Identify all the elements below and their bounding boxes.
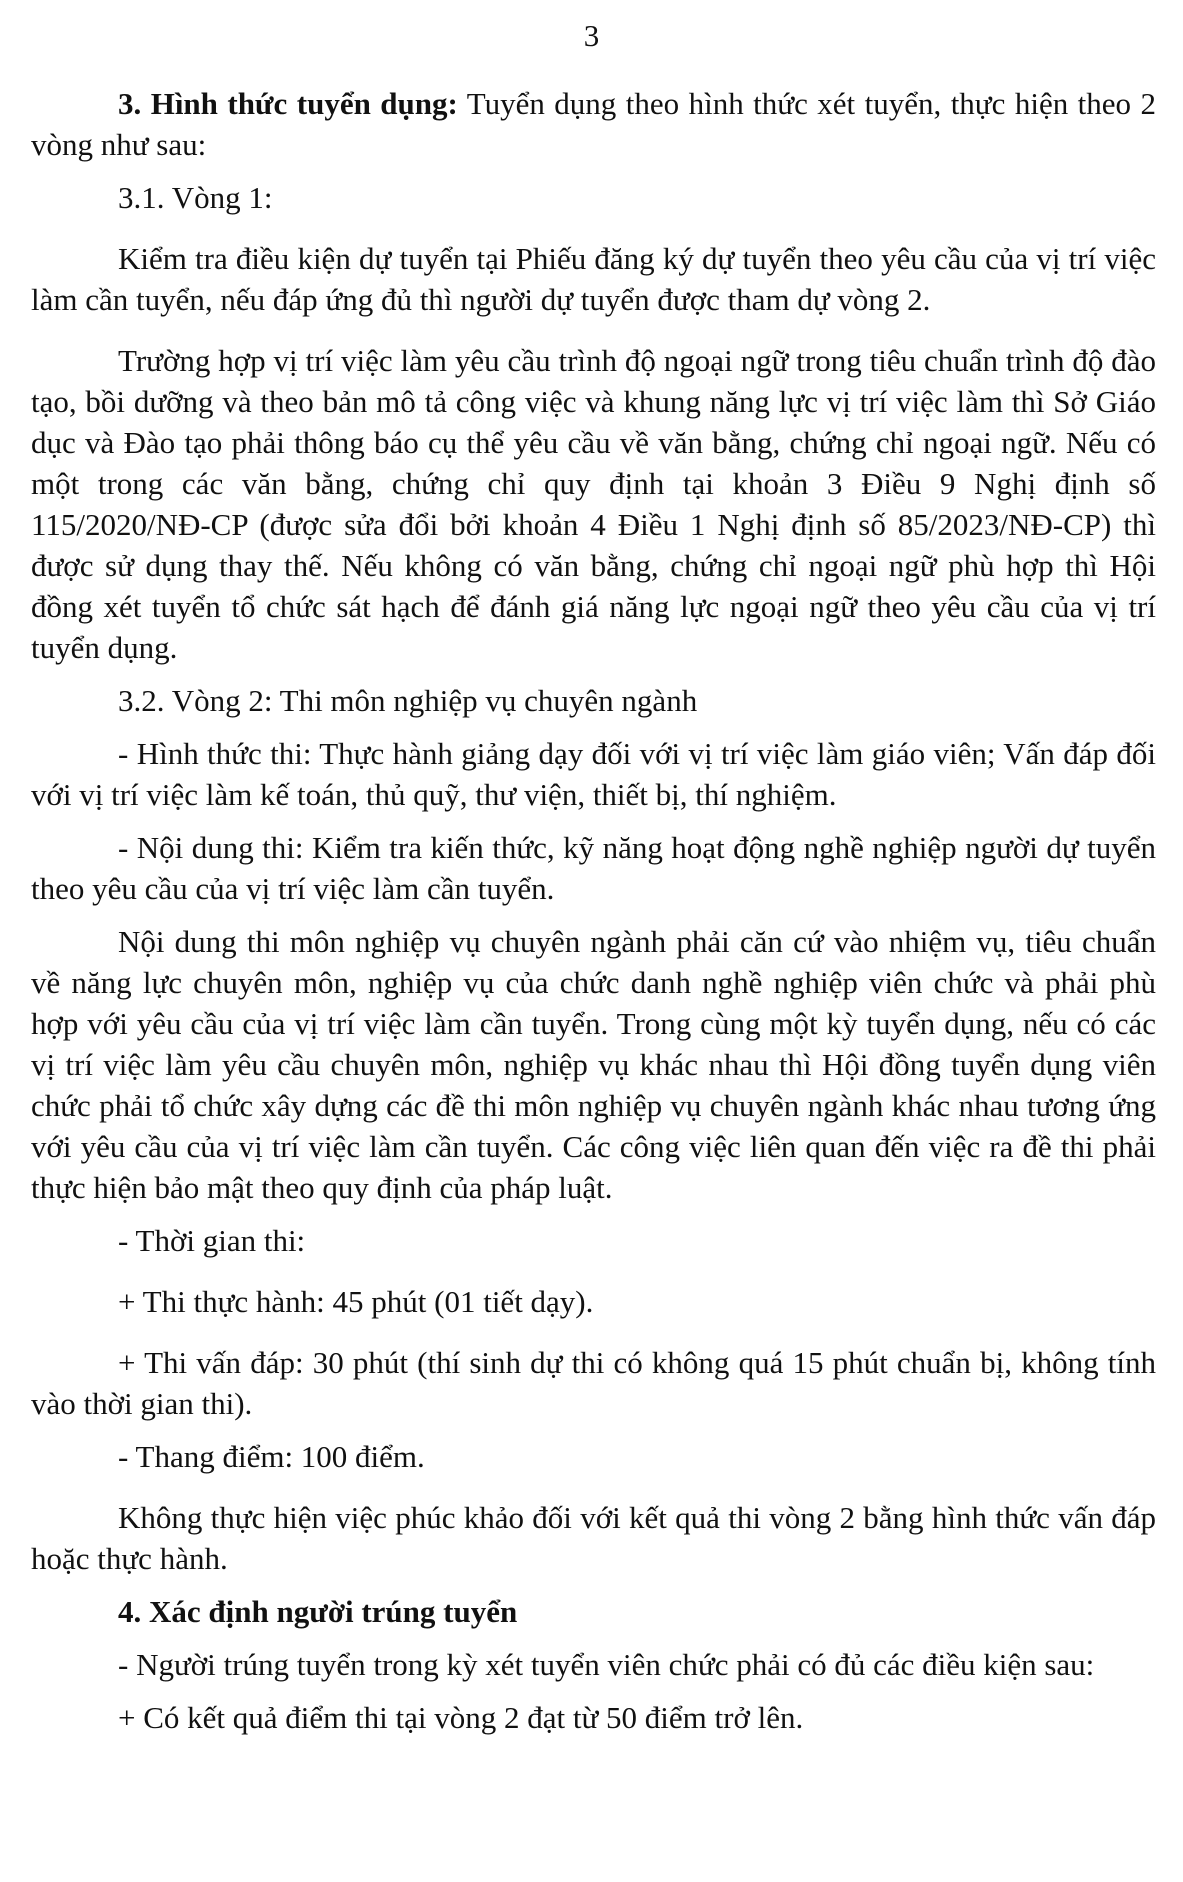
- exam-time-practice: + Thi thực hành: 45 phút (01 tiết dạy).: [118, 1284, 594, 1319]
- section-3-intro: Tuyển dụng theo hình thức xét tuyển, thực hiện theo 2 vòng như sau:: [31, 86, 1156, 162]
- exam-time-title: - Thời gian thi:: [118, 1223, 306, 1258]
- section-4-conditions-intro: - Người trúng tuyển trong kỳ xét tuyển viên chức phải có đủ các điều kiện sau:: [118, 1647, 1095, 1682]
- round-2-exam-form: - Hình thức thi: Thực hành giảng dạy đối với vị trí việc làm giáo viên; Vấn đáp đối với vị trí việc làm kế toán, thủ quỹ, thư viện, thiết bị, thí nghiệm.: [31, 736, 1156, 812]
- round-1-language-paragraph: Trường hợp vị trí việc làm yêu cầu trình độ ngoại ngữ trong tiêu chuẩn trình độ đào tạo, bồi dưỡng và theo bản mô tả công việc và khung năng lực vị trí việc làm thì Sở Giáo dục và Đào tạo phải thông báo cụ thể yêu cầu về văn bằng, chứng chỉ ngoại ngữ. Nếu có một trong các văn bằng, chứng chỉ quy định tại khoản 3 Điều 9 Nghị định số 115/2020/NĐ-CP (được sửa đổi bởi khoản 4 Điều 1 Nghị định số 85/2023/NĐ-CP) thì được sử dụng thay thế. Nếu không có văn bằng, chứng chỉ ngoại ngữ phù hợp thì Hội đồng xét tuyển tổ chức sát hạch để đánh giá năng lực ngoại ngữ theo yêu cầu của vị trí tuyển dụng.: [31, 343, 1156, 665]
- score-scale: - Thang điểm: 100 điểm.: [118, 1439, 425, 1474]
- exam-time-oral: + Thi vấn đáp: 30 phút (thí sinh dự thi có không quá 15 phút chuẩn bị, không tính vào thời gian thi).: [31, 1345, 1156, 1421]
- round-2-exam-content: - Nội dung thi: Kiểm tra kiến thức, kỹ năng hoạt động nghề nghiệp người dự tuyển theo yêu cầu của vị trí việc làm cần tuyển.: [31, 830, 1156, 906]
- section-3-heading: 3. Hình thức tuyển dụng:: [118, 86, 458, 121]
- document-body: [31, 83, 1156, 1750]
- round-1-conditions-paragraph: Kiểm tra điều kiện dự tuyển tại Phiếu đăng ký dự tuyển theo yêu cầu của vị trí việc làm cần tuyển, nếu đáp ứng đủ thì người dự tuyển được tham dự vòng 2.: [31, 241, 1156, 317]
- section-4-condition-1: + Có kết quả điểm thi tại vòng 2 đạt từ 50 điểm trở lên.: [118, 1700, 804, 1735]
- round-2-title: 3.2. Vòng 2: Thi môn nghiệp vụ chuyên ngành: [118, 683, 698, 718]
- round-2-content-detail: Nội dung thi môn nghiệp vụ chuyên ngành phải căn cứ vào nhiệm vụ, tiêu chuẩn về năng lực chuyên môn, nghiệp vụ của chức danh nghề nghiệp viên chức và phải phù hợp với yêu cầu của vị trí việc làm cần tuyển. Trong cùng một kỳ tuyển dụng, nếu có các vị trí việc làm yêu cầu chuyên môn, nghiệp vụ khác nhau thì Hội đồng tuyển dụng viên chức phải tổ chức xây dựng các đề thi môn nghiệp vụ chuyên ngành khác nhau tương ứng với yêu cầu của vị trí việc làm cần tuyển. Các công việc liên quan đến việc ra đề thi phải thực hiện bảo mật theo quy định của pháp luật.: [31, 924, 1156, 1205]
- section-3-intro-paragraph: [31, 83, 1156, 165]
- page-number: 3: [583, 18, 600, 53]
- section-4-heading: 4. Xác định người trúng tuyển: [118, 1594, 518, 1629]
- no-review-paragraph: Không thực hiện việc phúc khảo đối với kết quả thi vòng 2 bằng hình thức vấn đáp hoặc thực hành.: [31, 1500, 1156, 1576]
- round-1-title: 3.1. Vòng 1:: [118, 180, 273, 215]
